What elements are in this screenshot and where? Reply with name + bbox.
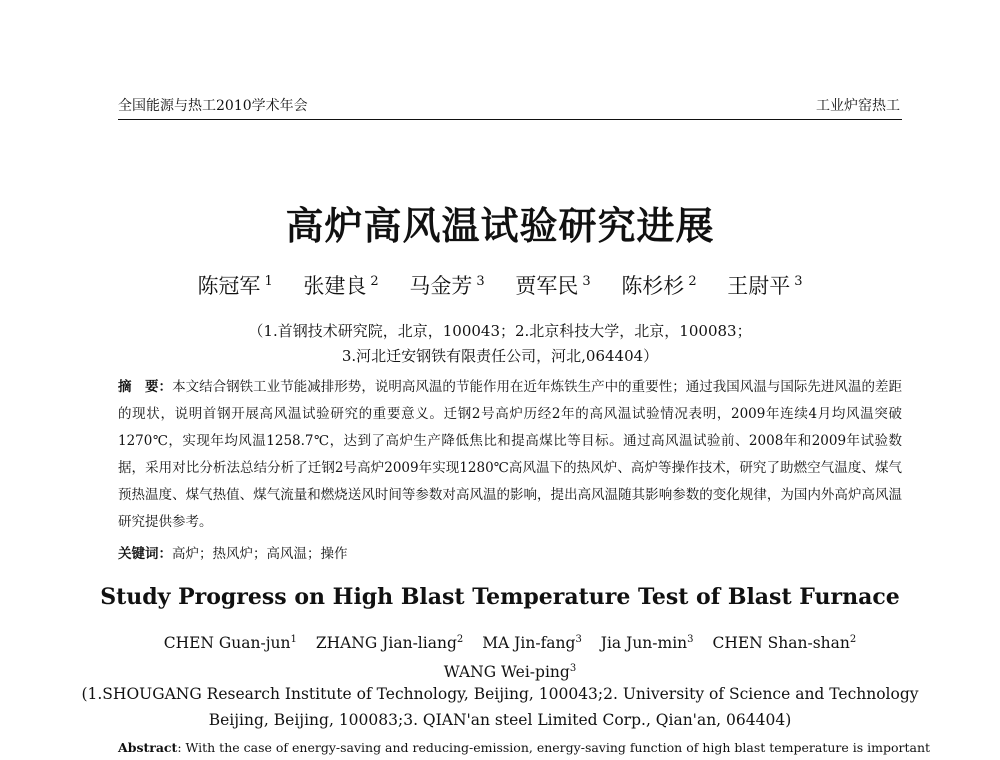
- author-affiliation-mark: 3: [794, 274, 803, 289]
- affiliation-chinese-line2: 3.河北迁安钢铁有限责任公司，河北,064404）: [341, 347, 659, 365]
- abstract-english: [118, 740, 931, 755]
- author-chinese: [409, 274, 484, 298]
- author-list-english: [140, 627, 880, 685]
- author-affiliation-mark: 3: [569, 663, 577, 675]
- affiliation-english-line2: Beijing, Beijing, 100083;3. QIAN'an steel Limited Corp., Qian'an, 064404): [208, 711, 792, 729]
- author-name: ZHANG Jian-liang: [315, 634, 457, 653]
- author-chinese: [303, 274, 378, 298]
- keywords-chinese: [118, 542, 348, 562]
- author-english: [316, 634, 463, 652]
- author-english: [601, 634, 694, 652]
- abstract-english-text: : With the case of energy-saving and reducing-emission, energy-saving function of high blast temperature is important: [177, 740, 931, 755]
- author-chinese: [515, 274, 590, 298]
- author-name: 贾军民: [515, 274, 579, 298]
- author-name: 陈杉杉: [621, 274, 685, 298]
- author-english: [444, 663, 576, 681]
- abstract-english-label: Abstract: [118, 740, 178, 755]
- author-name: 王尉平: [727, 274, 791, 298]
- running-header-right: 工业炉窑热工: [816, 98, 900, 114]
- author-name: WANG Wei-ping: [443, 663, 570, 682]
- author-affiliation-mark: 2: [456, 634, 464, 645]
- keywords-chinese-label: 关键词：: [118, 546, 172, 562]
- author-name: 马金芳: [409, 274, 473, 298]
- keywords-chinese-text: 高炉；热风炉；高风温；操作: [172, 546, 348, 562]
- author-name: CHEN Shan-shan: [712, 634, 850, 653]
- author-affiliation-mark: 3: [582, 274, 591, 289]
- author-affiliation-mark: 2: [688, 274, 697, 289]
- author-affiliation-mark: 3: [476, 274, 485, 289]
- abstract-chinese-text: 本文结合钢铁工业节能减排形势，说明高风温的节能作用在近年炼铁生产中的重要性；通过我国风温与国际先进风温的差距的现状，说明首钢开展高风温试验研究的重要意义。迁钢2号高炉历经2年的高风温试验情况表明，2009年连续4月均风温突破1270℃，实现年均风温1258.7℃，达到了高炉生产降低焦比和提高煤比等目标。通过高风温试验前、2008年和2009年试验数据，采用对比分析法总结分析了迁钢2号高炉2009年实现1280℃高风温下的热风炉、高炉等操作技术，研究了助燃空气温度、煤气预热温度、煤气热值、煤气流量和燃烧送风时间等参数对高风温的影响，提出高风温随其影响参数的变化规律，为国内外高炉高风温研究提供参考。: [118, 379, 903, 530]
- affiliation-english-line1: (1.SHOUGANG Research Institute of Technology, Beijing, 100043;2. University of Science and Technology: [81, 685, 919, 703]
- author-chinese: [197, 274, 272, 298]
- author-name: MA Jin-fang: [482, 634, 576, 653]
- abstract-chinese: [118, 374, 902, 536]
- affiliation-chinese-line1: （1.首钢技术研究院，北京，100043；2.北京科技大学，北京，100083；: [248, 322, 752, 340]
- abstract-chinese-label: 摘 要：: [118, 379, 173, 395]
- author-english: [482, 634, 582, 652]
- author-affiliation-mark: 1: [264, 274, 273, 289]
- author-affiliation-mark: 2: [849, 634, 857, 645]
- author-name: 张建良: [303, 274, 367, 298]
- paper-title-chinese: 高炉高风温试验研究进展: [285, 203, 715, 248]
- author-affiliation-mark: 2: [370, 274, 379, 289]
- author-chinese: [727, 274, 802, 298]
- paper-title-english: Study Progress on High Blast Temperature Test of Blast Furnace: [100, 584, 900, 610]
- author-affiliation-mark: 1: [290, 634, 297, 645]
- author-affiliation-mark: 3: [575, 634, 582, 645]
- author-list-chinese: [0, 270, 1000, 300]
- author-chinese: [621, 274, 696, 298]
- header-divider: [118, 119, 902, 120]
- running-header-left: 全国能源与热工2010学术年会: [118, 98, 308, 114]
- author-affiliation-mark: 3: [687, 634, 694, 645]
- author-name: CHEN Guan-jun: [163, 634, 291, 653]
- author-english: [712, 634, 856, 652]
- author-name: 陈冠军: [197, 274, 261, 298]
- author-name: Jia Jun-min: [600, 634, 688, 653]
- author-english: [164, 634, 297, 652]
